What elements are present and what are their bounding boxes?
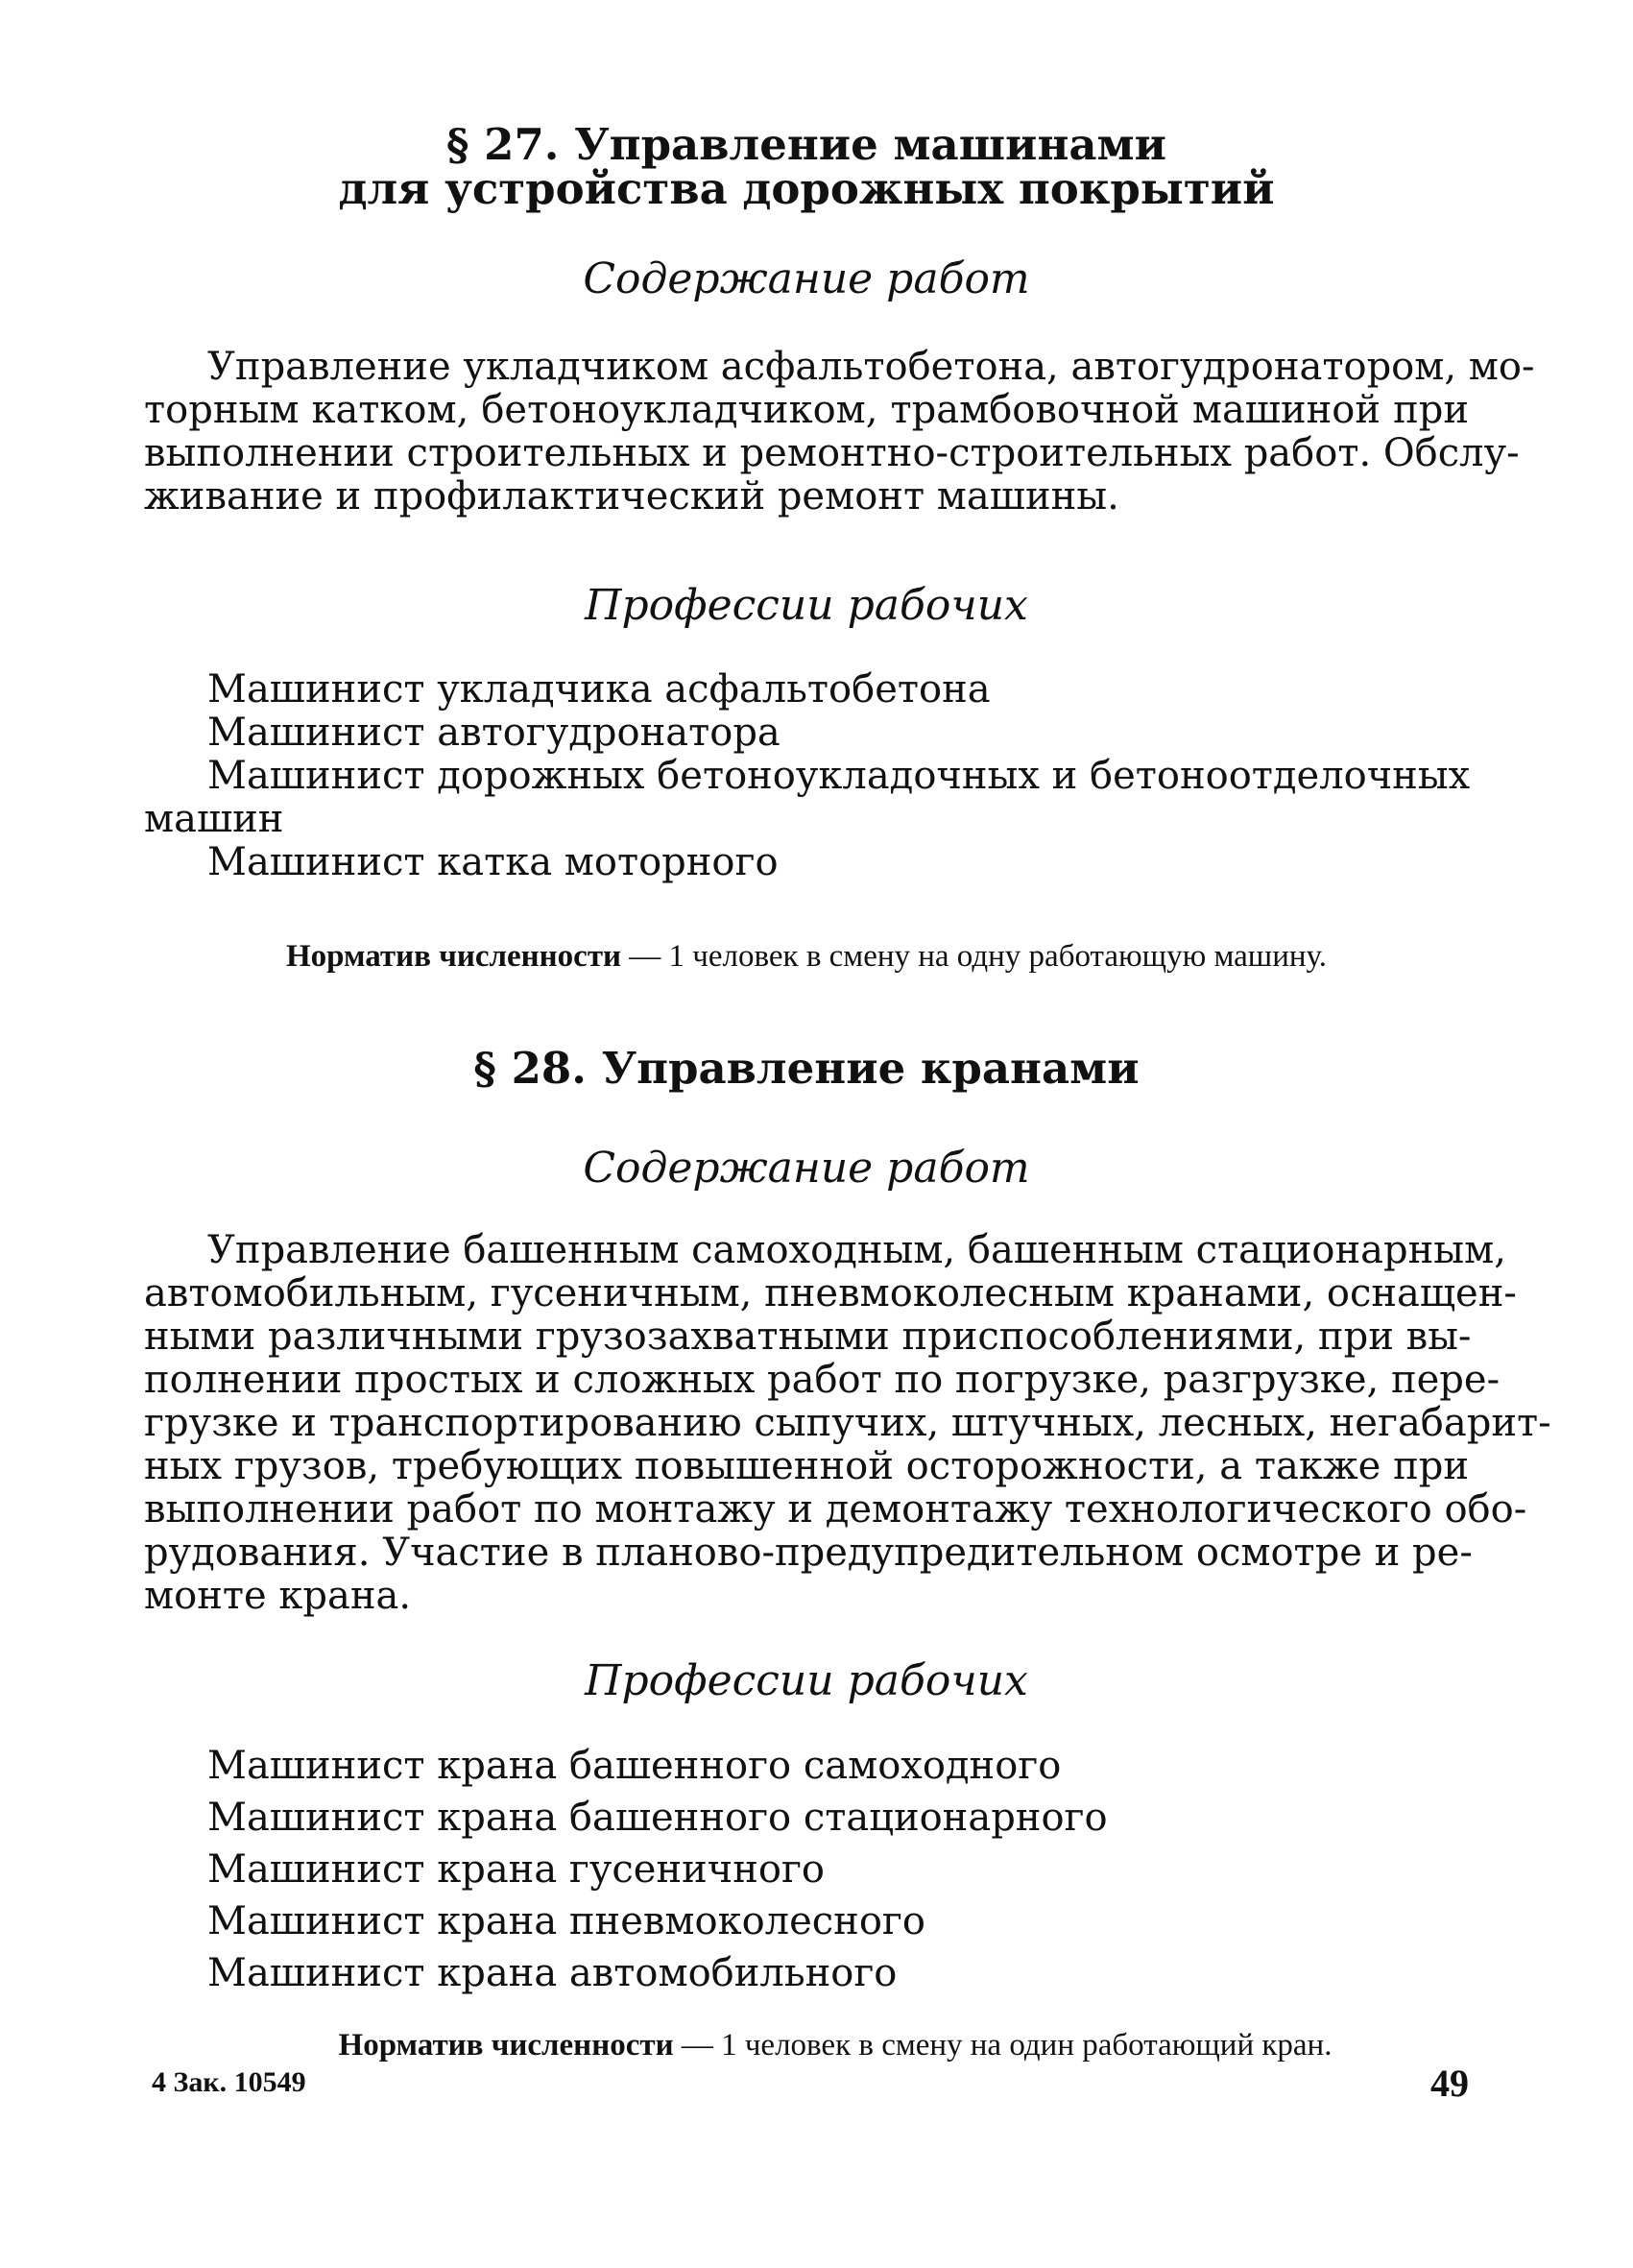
- section-27-title-line2: для устройства дорожных покрытий: [338, 163, 1275, 214]
- profession-item: Машинист дорожных бетоноукладочных и бетоноотделочных: [207, 754, 1471, 798]
- norm-text: — 1 человек в смену на одну работающую машину.: [629, 939, 1327, 974]
- paragraph-line: грузке и транспортированию сыпучих, штучных, лесных, негабарит-: [144, 1401, 1551, 1445]
- paragraph-line: ными различными грузозахватными приспособлениями, при вы-: [144, 1315, 1472, 1359]
- profession-item: Машинист крана башенного стационарного: [207, 1796, 1108, 1840]
- norm-text: — 1 человек в смену на один работающий кран.: [681, 2028, 1333, 2063]
- profession-item: Машинист крана гусеничного: [207, 1847, 826, 1892]
- section-27-professions-list: [144, 668, 1469, 884]
- norm-label: Норматив численности: [286, 939, 622, 974]
- paragraph-line: живание и профилактический ремонт машины.: [144, 474, 1119, 519]
- document-page: [144, 0, 1551, 2268]
- paragraph-line: выполнении строительных и ремонтно-строительных работ. Обслу-: [144, 431, 1520, 475]
- profession-item-continuation: машин: [144, 797, 284, 841]
- paragraph-line: автомобильным, гусеничным, пневмоколесным кранами, оснащен-: [144, 1271, 1517, 1315]
- footer-order-note: 4 Зак. 10549: [152, 2066, 306, 2098]
- profession-item: Машинист крана башенного самоходного: [207, 1744, 1062, 1788]
- profession-item: Машинист катка моторного: [207, 840, 779, 884]
- paragraph-line: монте крана.: [144, 1574, 412, 1618]
- section-28-title: § 28. Управление кранами: [473, 1043, 1140, 1094]
- page-number: 49: [1430, 2062, 1469, 2105]
- section-27-title-line1: § 27. Управление машинами: [445, 119, 1166, 170]
- section-28-content-heading: Содержание работ: [583, 1144, 1030, 1193]
- profession-item: Машинист крана автомобильного: [207, 1951, 898, 1995]
- section-27-content-paragraph: [144, 345, 1535, 519]
- paragraph-line: ных грузов, требующих повышенной осторожности, а также при: [144, 1444, 1469, 1488]
- profession-item: Машинист автогудронатора: [207, 711, 780, 755]
- paragraph-line: Управление укладчиком асфальтобетона, автогудронатором, мо-: [207, 345, 1535, 389]
- section-28-content-paragraph: [144, 1228, 1551, 1618]
- paragraph-line: торным катком, бетоноукладчиком, трамбовочной машиной при: [144, 388, 1469, 432]
- section-28-professions-list: [144, 1740, 1469, 1999]
- section-27-professions-heading: Профессии рабочих: [585, 581, 1028, 630]
- section-27-norm: [144, 937, 1469, 976]
- section-28-norm: [173, 2026, 1498, 2064]
- section-27-content-heading: Содержание работ: [583, 254, 1030, 303]
- section-28-professions-heading: Профессии рабочих: [585, 1656, 1028, 1705]
- paragraph-line: Управление башенным самоходным, башенным стационарным,: [207, 1228, 1506, 1272]
- paragraph-line: выполнении работ по монтажу и демонтажу технологического обо-: [144, 1487, 1527, 1532]
- norm-label: Норматив численности: [338, 2028, 674, 2063]
- paragraph-line: полнении простых и сложных работ по погрузке, разгрузке, пере-: [144, 1358, 1501, 1402]
- profession-item: Машинист крана пневмоколесного: [207, 1899, 925, 1943]
- profession-item: Машинист укладчика асфальтобетона: [207, 667, 991, 712]
- paragraph-line: рудования. Участие в планово-предупредительном осмотре и ре-: [144, 1531, 1473, 1575]
